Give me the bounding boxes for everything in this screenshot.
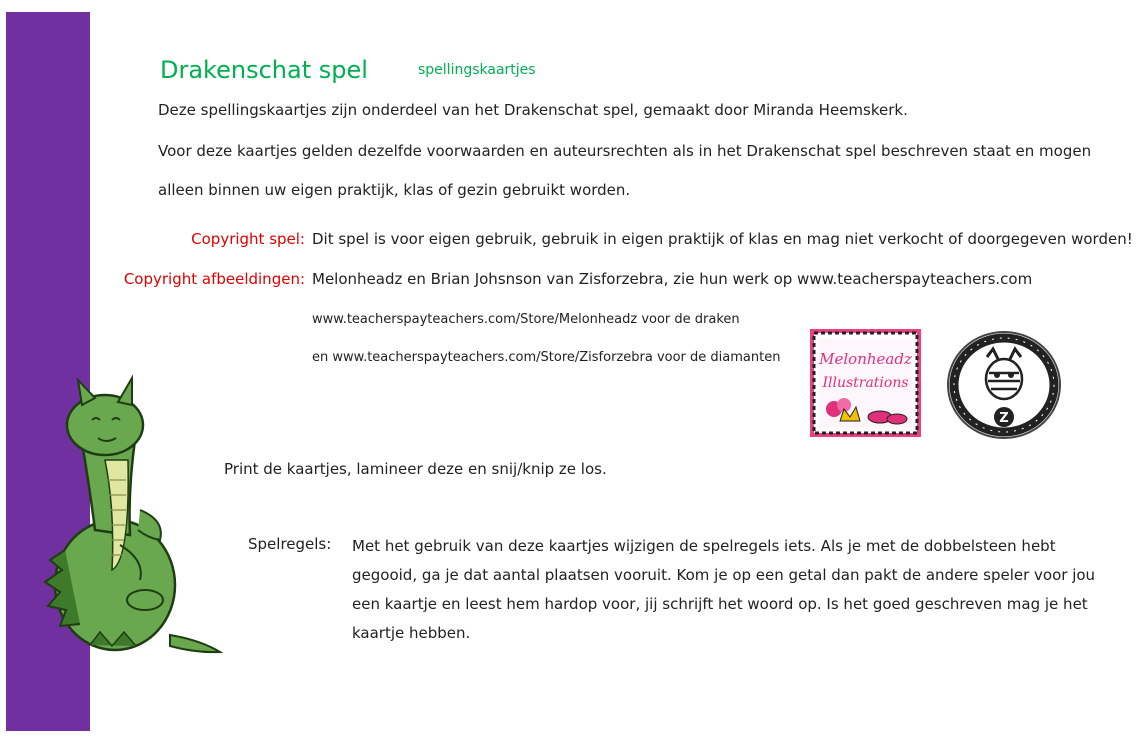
dragon-illustration	[20, 370, 230, 660]
melonheadz-logo	[810, 329, 921, 437]
copyright-images-text: Melonheadz en Brian Johsnson van Zisforzebra, zie hun werk op www.teacherspayteachers.com	[312, 270, 1033, 288]
zisforzebra-logo	[945, 329, 1063, 441]
store-link-melonheadz: www.teacherspayteachers.com/Store/Melonheadz voor de draken	[312, 312, 740, 327]
zebra-logo-letter: Z	[999, 411, 1009, 426]
copyright-game-text: Dit spel is voor eigen gebruik, gebruik in eigen praktijk of klas en mag niet verkocht of doorgegeven worden!	[312, 230, 1133, 248]
copyright-game-label: Copyright spel:	[191, 230, 305, 248]
store-link-zisforzebra: en www.teacherspayteachers.com/Store/Zisforzebra voor de diamanten	[312, 350, 781, 365]
intro-line-3: alleen binnen uw eigen praktijk, klas of gezin gebruikt worden.	[158, 181, 631, 199]
rules-text: Met het gebruik van deze kaartjes wijzigen de spelregels iets. Als je met de dobbelsteen hebt gegooid, ga je dat aantal plaatsen vooruit. Kom je op een getal dan pakt de andere speler voor jou een kaartje en leest hem hardop voor, jij schrijft het woord op. Is het goed geschreven mag je het kaartje hebben.	[352, 537, 1096, 642]
copyright-images-label: Copyright afbeeldingen:	[123, 270, 305, 288]
melonheadz-logo-line1: Melonheadz	[819, 350, 912, 368]
rules-label: Spelregels:	[248, 535, 332, 553]
intro-line-2: Voor deze kaartjes gelden dezelfde voorwaarden en auteursrechten als in het Drakenschat spel beschreven staat en mogen	[158, 142, 1092, 160]
print-instruction: Print de kaartjes, lamineer deze en snij/knip ze los.	[224, 460, 607, 478]
page-subtitle: spellingskaartjes	[418, 62, 536, 78]
page-title: Drakenschat spel	[160, 56, 368, 84]
intro-line-1: Deze spellingskaartjes zijn onderdeel van het Drakenschat spel, gemaakt door Miranda Heemskerk.	[158, 101, 908, 119]
melonheadz-logo-line2: Illustrations	[822, 375, 909, 391]
